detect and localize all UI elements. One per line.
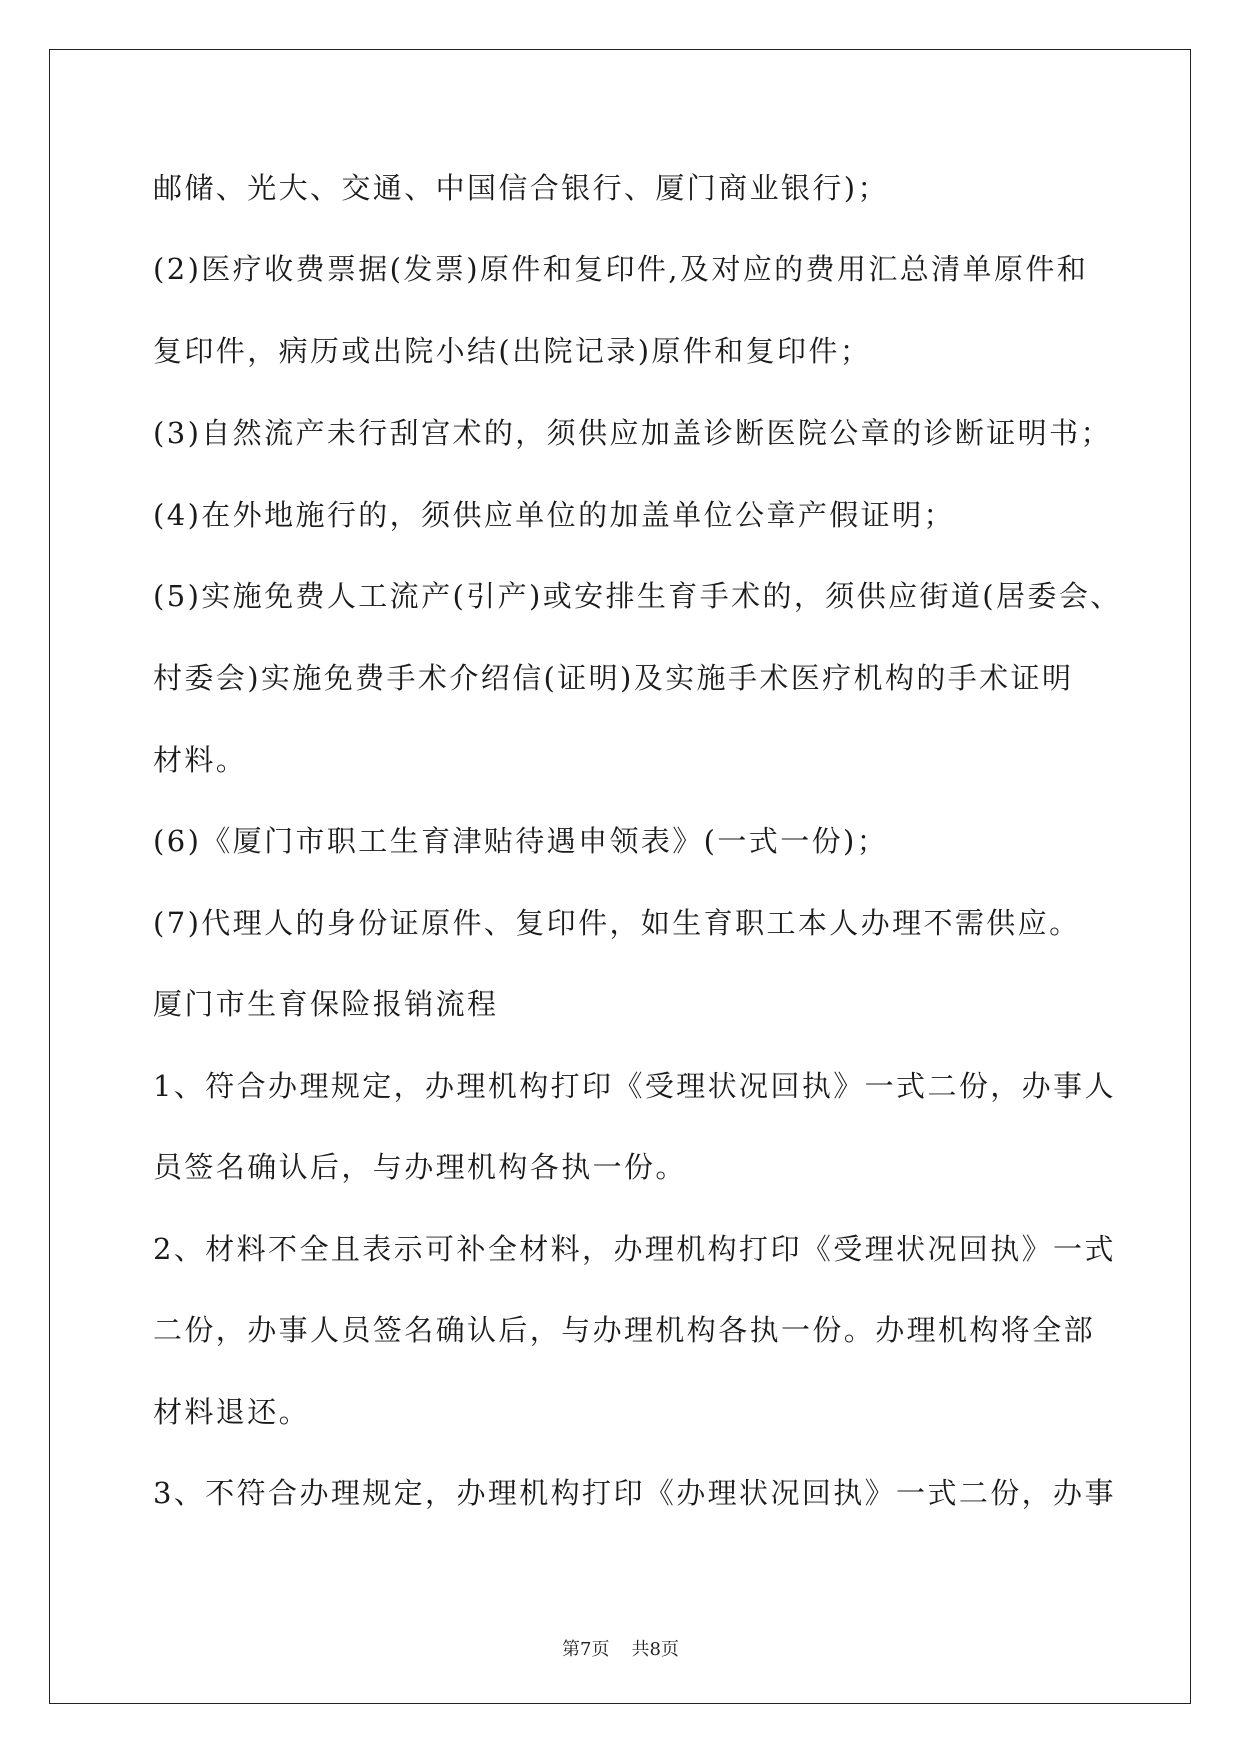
- page-number: 第7页: [562, 1639, 610, 1660]
- text-line: 邮储、光大、交通、中国信合银行、厦门商业银行)；: [153, 171, 889, 205]
- text-line: (3)自然流产未行刮宫术的，须供应加盖诊断医院公章的诊断证明书；: [153, 416, 1112, 450]
- text-line: (6)《厦门市职工生育津贴待遇申领表》(一式一份)；: [153, 824, 889, 858]
- text-line: (4)在外地施行的，须供应单位的加盖单位公章产假证明；: [153, 498, 955, 532]
- text-line: 复印件，病历或出院小结(出院记录)原件和复印件；: [153, 334, 872, 368]
- text-line: 员签名确认后，与办理机构各执一份。: [153, 1150, 687, 1184]
- text-line: 1、符合办理规定，办理机构打印《受理状况回执》一式二份，办事人: [153, 1069, 1116, 1103]
- page-footer: [0, 1638, 1241, 1662]
- text-line: 材料退还。: [153, 1395, 311, 1429]
- text-line: (2)医疗收费票据(发票)原件和复印件,及对应的费用汇总清单原件和: [153, 252, 1089, 286]
- text-line: 二份，办事人员签名确认后，与办理机构各执一份。办理机构将全部: [153, 1313, 1096, 1347]
- page-border: [49, 49, 1191, 1704]
- text-line: (5)实施免费人工流产(引产)或安排生育手术的，须供应街道(居委会、: [153, 579, 1122, 613]
- page-total: 共8页: [631, 1639, 679, 1660]
- section-heading: 厦门市生育保险报销流程: [153, 987, 499, 1021]
- text-line: 3、不符合办理规定，办理机构打印《办理状况回执》一式二份，办事: [153, 1476, 1116, 1510]
- text-line: 村委会)实施免费手术介绍信(证明)及实施手术医疗机构的手术证明: [153, 661, 1074, 695]
- text-line: (7)代理人的身份证原件、复印件，如生育职工本人办理不需供应。: [153, 906, 1081, 940]
- text-line: 材料。: [153, 743, 248, 777]
- text-line: 2、材料不全且表示可补全材料，办理机构打印《受理状况回执》一式: [153, 1232, 1116, 1266]
